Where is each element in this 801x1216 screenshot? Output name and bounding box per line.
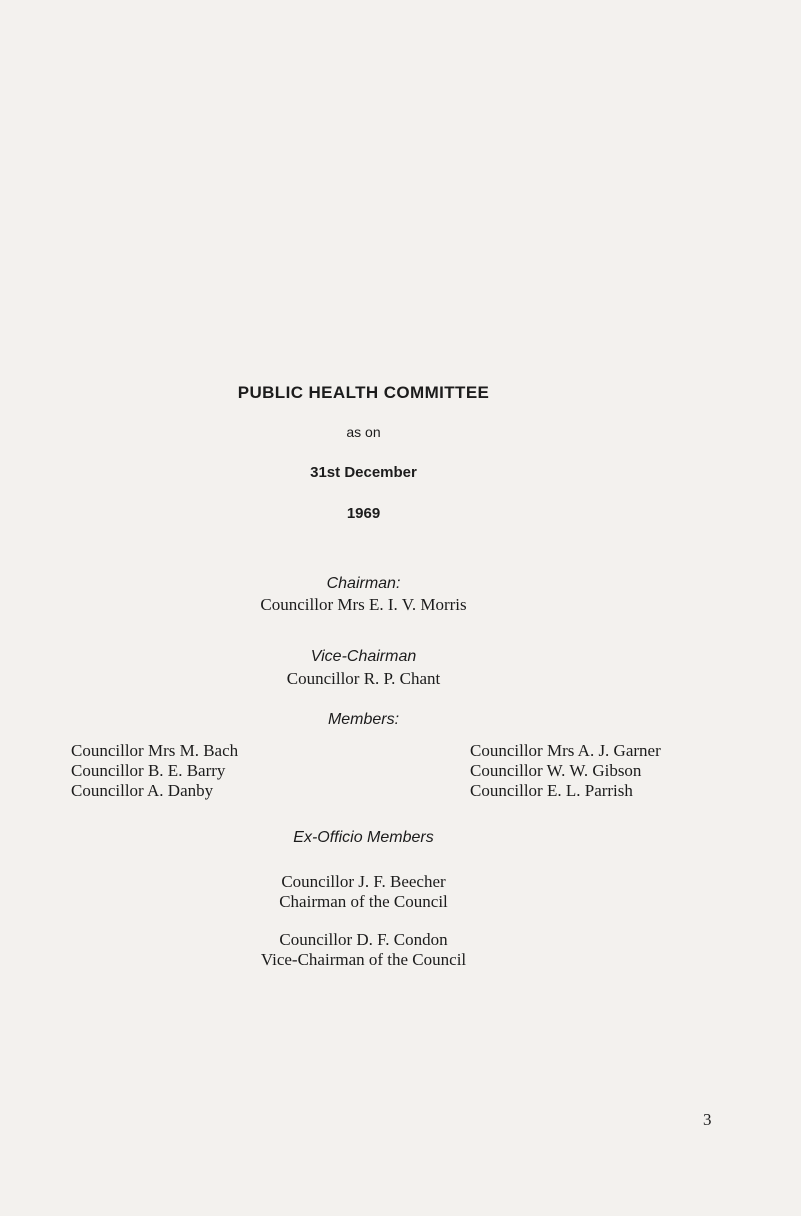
chairman-name: Councillor Mrs E. I. V. Morris [260,595,467,614]
ex-officio-name: Councillor D. F. Condon [279,930,448,949]
as-on-label: as on [346,424,381,440]
committee-heading: PUBLIC HEALTH COMMITTEE [237,383,490,402]
members-title: Members: [327,711,400,728]
member-name: Councillor E. L. Parrish [470,781,633,800]
vice-chairman-title: Vice-Chairman [310,648,417,665]
ex-officio-title: Ex-Officio Members [293,829,434,846]
member-name: Councillor B. E. Barry [71,761,226,780]
ex-officio-position: Chairman of the Council [279,892,448,911]
member-name: Councillor Mrs A. J. Garner [470,741,661,760]
date-label: 31st December [310,464,417,481]
chairman-title: Chairman: [326,575,401,592]
ex-officio-entry [0,872,727,912]
year-label: 1969 [346,505,381,522]
members-left-column [71,741,238,801]
member-name: Councillor A. Danby [71,781,214,800]
page-number: 3 [703,1110,712,1129]
ex-officio-name: Councillor J. F. Beecher [281,872,446,891]
member-name: Councillor Mrs M. Bach [71,741,239,760]
member-name: Councillor W. W. Gibson [470,761,642,780]
vice-chairman-name: Councillor R. P. Chant [286,669,441,688]
ex-officio-entry [0,930,727,970]
members-right-column [470,741,661,801]
ex-officio-position: Vice-Chairman of the Council [260,950,467,969]
